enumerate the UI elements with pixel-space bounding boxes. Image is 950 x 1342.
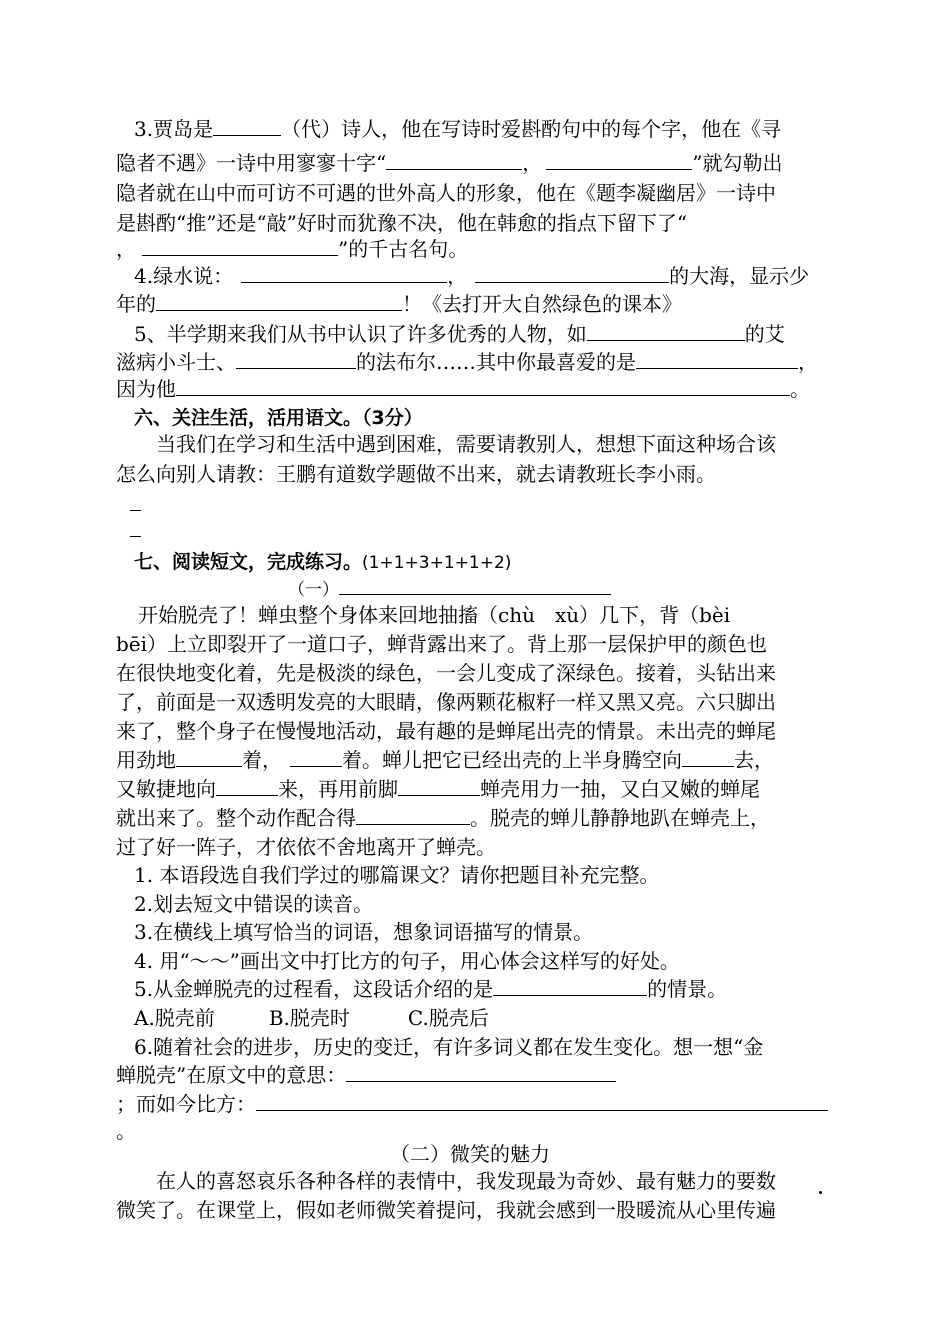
passage-line <box>116 775 760 804</box>
answer-blank[interactable] <box>176 377 790 396</box>
answer-blank[interactable] <box>142 237 338 256</box>
text: 去， <box>734 748 774 772</box>
answer-blank[interactable] <box>216 777 278 796</box>
section6-heading: 六、关注生活，活用语文。（3分） <box>134 407 423 429</box>
text: 的法布尔……其中你最喜爱的是 <box>356 350 636 374</box>
answer-blank[interactable] <box>682 748 734 767</box>
q4-line1 <box>134 262 809 291</box>
text: 蝉脱壳”在原文中的意思： <box>116 1063 347 1087</box>
q5-line1 <box>134 320 785 349</box>
text: ， <box>447 264 468 288</box>
question-2: 2.划去短文中错误的读音。 <box>134 892 374 916</box>
text: ”就勾勒出 <box>692 151 783 175</box>
option-b[interactable]: B.脱壳时 <box>268 1006 350 1030</box>
section6-text: 怎么向别人请教：王鹏有道数学题做不出来，就去请教班长李小雨。 <box>116 462 716 486</box>
q3-line4: 是斟酌“推”还是“敲”好时而犹豫不决，他在韩愈的指点下留下了“ <box>116 211 688 235</box>
text: 就出来了。整个动作配合得 <box>116 806 356 830</box>
text: ， <box>522 151 543 175</box>
part1-title <box>288 574 611 605</box>
passage-line: 了，前面是一双透明发亮的大眼睛，像两颗花椒籽一样又黑又亮。六只脚出 <box>116 690 776 714</box>
answer-blank[interactable] <box>346 1063 616 1082</box>
passage-line <box>116 804 770 833</box>
text: 因为他 <box>116 377 176 401</box>
text: 滋病小斗士、 <box>116 350 236 374</box>
text: 着， <box>242 748 282 772</box>
answer-blank[interactable] <box>493 977 647 996</box>
text: 的大海，显示少 <box>669 264 810 288</box>
text: 3.贾岛是 <box>134 117 214 141</box>
answer-blank[interactable] <box>356 806 470 825</box>
text: ！《去打开大自然绿色的课本》 <box>402 292 682 316</box>
text: ， <box>798 350 818 374</box>
passage-line: 开始脱壳了！蝉虫整个身体来回地抽搐（chù xù）几下，背（bèi <box>138 603 731 627</box>
section6-text: 当我们在学习和生活中遇到困难，需要请教别人，想想下面这种场合该 <box>156 432 776 456</box>
answer-blank[interactable] <box>475 264 669 283</box>
q5-line3 <box>116 375 810 404</box>
option-a[interactable]: A.脱壳前 <box>134 1006 215 1030</box>
question-1: 1. 本语段选自我们学过的哪篇课文？请你把题目补充完整。 <box>134 863 660 887</box>
answer-blank[interactable] <box>213 117 281 136</box>
text: 隐者不遇》一诗中用寥寥十字“ <box>116 151 387 175</box>
text: 4.绿水说： <box>134 264 234 288</box>
passage-line <box>116 746 774 775</box>
text: 的艾 <box>744 322 785 346</box>
question-6-line3 <box>116 1090 828 1119</box>
text: 蝉壳用力一抽，又白又嫩的蝉尾 <box>480 777 760 801</box>
text: ”的千古名句。 <box>338 237 469 261</box>
text: 用劲地 <box>116 748 176 772</box>
answer-blank[interactable] <box>256 1092 828 1111</box>
q5-line2 <box>116 348 818 377</box>
text: 来，再用前脚 <box>278 777 398 801</box>
text: ， <box>116 237 136 261</box>
q4-line2 <box>116 290 682 319</box>
q3-line5 <box>116 235 468 264</box>
answer-blank[interactable] <box>241 264 447 283</box>
answer-blank[interactable] <box>156 292 402 311</box>
passage-line: 来了，整个身子在慢慢地活动，最有趣的是蝉尾出壳的情景。未出壳的蝉尾 <box>116 719 776 743</box>
question-6: 6.随着社会的进步，历史的变迁，有许多词义都在发生变化。想一想“金 <box>134 1035 764 1059</box>
answer-blank[interactable] <box>546 151 692 170</box>
part2-line: 微笑了。在课堂上，假如老师微笑着提问，我就会感到一股暖流从心里传遍 <box>116 1198 776 1222</box>
part1-label: （一） <box>288 580 339 600</box>
emphasis-dot <box>819 1191 822 1194</box>
text: 又敏捷地向 <box>116 777 216 801</box>
answer-blank[interactable] <box>636 350 798 369</box>
text: ；而如今比方： <box>116 1092 256 1116</box>
question-5 <box>134 975 727 1004</box>
question-5-options <box>134 1004 489 1033</box>
text: 着。蝉儿把它已经出壳的上半身腾空向 <box>342 748 682 772</box>
answer-blank[interactable] <box>290 748 342 767</box>
text: （代）诗人，他在写诗时爱斟酌句中的每个字，他在《寻 <box>281 117 782 141</box>
option-c[interactable]: C.脱壳后 <box>407 1006 489 1030</box>
answer-blank[interactable] <box>386 151 522 170</box>
answer-blank[interactable] <box>176 748 242 767</box>
text: 5、半学期来我们从书中认识了许多优秀的人物，如 <box>134 322 587 346</box>
section7-heading <box>134 547 511 578</box>
text: 的情景。 <box>647 977 728 1001</box>
q3-line1 <box>134 115 781 144</box>
question-4: 4. 用“～～”画出文中打比方的句子，用心体会这样写的好处。 <box>134 949 680 973</box>
passage-line: 在很快地变化着，先是极淡的绿色，一会儿变成了深绿色。接着，头钻出来 <box>116 661 776 685</box>
answer-dash[interactable] <box>130 510 141 511</box>
text: 年的 <box>116 292 156 316</box>
part2-title: （二）微笑的魅力 <box>390 1142 550 1166</box>
title-blank[interactable] <box>339 578 611 595</box>
heading-text: 七、阅读短文，完成练习。 <box>134 551 363 573</box>
answer-blank[interactable] <box>587 322 745 341</box>
part2-line: 在人的喜怒哀乐各种各样的表情中，我发现最为奇妙、最有魅力的要数 <box>156 1169 776 1193</box>
passage-line: bēi）上立即裂开了一道口子，蝉背露出来了。背上那一层保护甲的颜色也 <box>116 632 768 656</box>
heading-score: (1+1+3+1+1+2) <box>362 553 512 573</box>
question-6-line2 <box>116 1061 616 1090</box>
text: 。 <box>790 377 810 401</box>
q3-line3: 隐者就在山中而可访不可遇的世外高人的形象，他在《题李凝幽居》一诗中 <box>116 181 776 205</box>
text: 5.从金蝉脱壳的过程看，这段话介绍的是 <box>134 977 494 1001</box>
answer-blank[interactable] <box>236 350 356 369</box>
question-3: 3.在横线上填写恰当的词语，想象词语描写的情景。 <box>134 920 594 944</box>
answer-blank[interactable] <box>398 777 480 796</box>
answer-dash[interactable] <box>130 536 141 537</box>
q3-line2 <box>116 149 782 178</box>
question-6-end: 。 <box>116 1119 136 1143</box>
text: 。脱壳的蝉儿静静地趴在蝉壳上， <box>470 806 770 830</box>
passage-line: 过了好一阵子，才依依不舍地离开了蝉壳。 <box>116 835 496 859</box>
